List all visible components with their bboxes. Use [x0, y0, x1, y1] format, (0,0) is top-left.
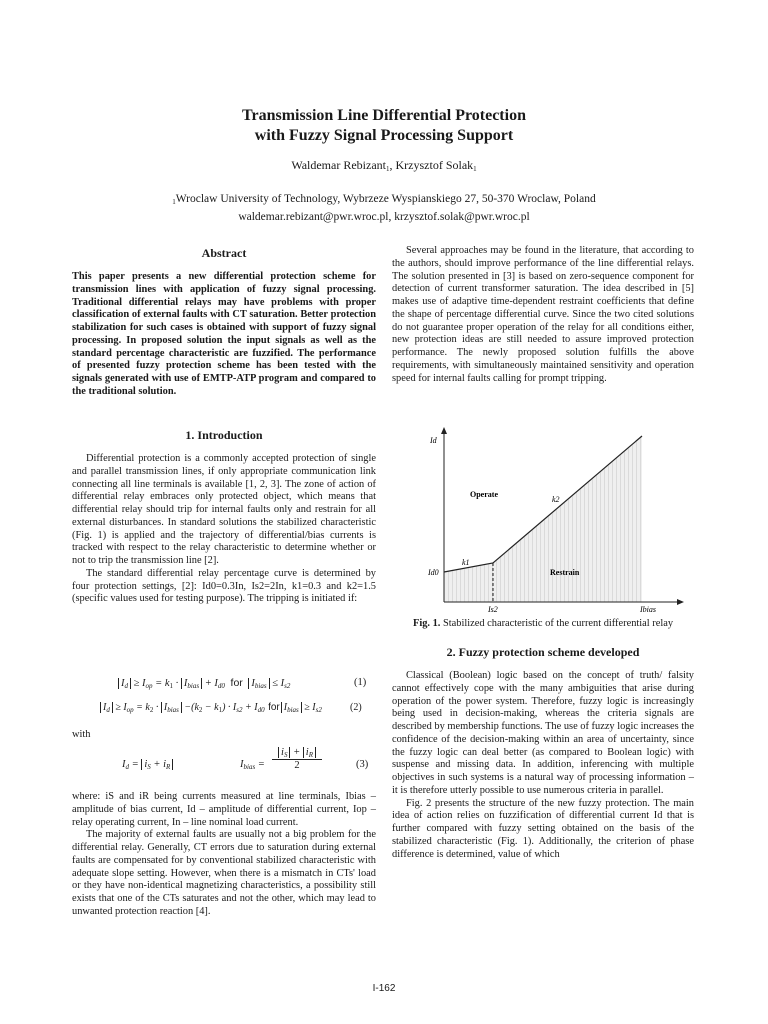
author-1: Waldemar Rebizant	[291, 158, 386, 172]
eq1-for: for	[230, 677, 243, 689]
equation-1-number: (1)	[354, 677, 367, 688]
equation-3: $I_d = i_S + i_R$ $I_{bias}$ = $i_S + i_R$ 2 (3)	[122, 747, 369, 771]
caption-text: Stabilized characteristic of the current differential relay	[443, 618, 674, 629]
y-axis-arrow	[441, 427, 447, 434]
figure-1-diagram	[392, 425, 694, 615]
abstract-heading: Abstract	[201, 246, 247, 260]
eq2-for: for	[268, 702, 280, 713]
label-id0: Id0	[428, 568, 439, 577]
label-k1: k1	[462, 558, 470, 567]
section-2-text	[392, 670, 694, 861]
right-paragraph-1: Several approaches may be found in the literature, that according to the authors, should improve performance of the line differential relays. The solution presented in [3] is based on zero-sequence component for detection of current transformer saturation. The idea described in [5] makes use of adaptive time-dependent restraint coefficients that define the shape of percentage differential curve. Since the two cited solutions do not guarantee proper operation of the relay for all conditions either, new protection ideas are still needed to assure improved protection performance. The newly proposed solution fulfills the above requirements, with simultaneously maintained sensitivity and operation speed for internal faults calling for prompt tripping.	[392, 245, 694, 384]
x-axis-arrow	[677, 599, 684, 605]
abstract-paragraph: This paper presents a new differential protection scheme for transmission lines with application of fuzzy signal processing. Traditional differential relays may have problems with proper classification of external faults with CT saturation. Better protection stabilization for such cases is obtained with support of fuzzy signal processing. In proposed solution the input signals as well as the standard percentage characteristic are fuzzified. The performance of presented fuzzy protection scheme has been tested with the signals generated with use of EMTP-ATP program and compared to the traditional solution.	[72, 271, 376, 397]
section-2-paragraph-1: Classical (Boolean) logic based on the concept of truth/ falsity cannot effectively cope with the many ambiguities that arise during operation of the power system. Therefore, fuzzy logic is increasingly being used in decision-making, whereas the criteria signals are described by membership functions. The use of fuzzy logic increases the confidence of the decision-making within an area of uncertainty, since the fuzzy logic can deal better (as compared to Boolean logic) with suspense and missing data. In addition, inferencing with multiple objectives in such systems is a natural way of processing information – it is therefore utterly possible to use numerous criteria in parallel.	[392, 670, 694, 796]
with-text: with	[72, 729, 91, 740]
author-2: Krzysztof Solak	[395, 158, 474, 172]
intro-paragraph-1: Differential protection is a commonly accepted protection of single and parallel transmission lines, if only appropriate communication link connecting all line terminals is available [1, 2, 3]. The zone of action of differential relay embraces only protected object, which means that differential relay should trip for internal faults only and restrain for all external disturbances. In standard solutions the stabilized characteristic (Fig. 1) is applied and the trajectory of differential/bias currents is tracked with respect to the relay characteristic to determine whether or not to trip the transmission line [2].	[72, 453, 376, 566]
affil-sup: 1	[172, 198, 176, 206]
label-k2: k2	[552, 495, 560, 504]
author-1-sup: 1	[386, 165, 390, 173]
affiliation-block	[0, 192, 768, 225]
equation-2: $I_d \ge I_{op} = k_2 \cdot I_{bias} -(k_2 - k_1) \cdot I_{s2} + I_{d0}$ for $I_{bias} \ge I_{s2}$ (2)	[100, 702, 376, 714]
author-list: Waldemar Rebizant$^1$, Krzysztof Solak$^1$	[291, 158, 477, 173]
title-line-1: Transmission Line Differential Protection	[242, 107, 526, 124]
label-is2: Is2	[488, 605, 498, 614]
paper-title	[0, 106, 768, 146]
section-1-heading: 1. Introduction	[185, 428, 263, 442]
intro-paragraph-2: The standard differential relay percentage curve is determined by four protection settings, [2]: Id0=0.3In, Is2=2In, k1=0.3 and k2=1.5 (specific values used for testing purpose). The tripping is initiated if:	[72, 567, 376, 605]
email-list: waldemar.rebizant@pwr.wroc.pl, krzysztof.solak@pwr.wroc.pl	[238, 211, 530, 223]
right-intro-text	[392, 245, 694, 385]
intro-paragraph-3: The majority of external faults are usually not a big problem for the differential relay. Generally, CT errors due to saturation during external faults are compensated for by conventional stabilized characteristic with adequate slope setting. However, when there is a mismatch in CTs' load or they have non-identical magnetizing characteristics, a possibility still exists that one of the CTs saturates and not the other, which may lead to unwanted protection reaction [4].	[72, 829, 376, 917]
label-operate: Operate	[470, 490, 498, 499]
abstract-text	[72, 271, 376, 399]
intro-text-continued	[72, 791, 376, 919]
label-ibias: Ibias	[640, 605, 656, 614]
where-paragraph: where: iS and iR being currents measured at line terminals, Ibias – amplitude of bias current, Id – amplitude of differential current, Iop – relay operating current, In – line nominal load current.	[72, 791, 376, 828]
caption-label: Fig. 1.	[412, 618, 441, 629]
intro-text	[72, 453, 376, 606]
equation-3-number: (3)	[356, 759, 369, 770]
author-2-sup: 1	[473, 165, 477, 173]
figure-1-caption	[392, 618, 694, 629]
affiliation: Wroclaw University of Technology, Wybrzeze Wyspianskiego 27, 50-370 Wroclaw, Poland	[175, 193, 596, 205]
label-id: Id	[430, 436, 437, 445]
label-restrain: Restrain	[550, 568, 580, 577]
equation-2-number: (2)	[350, 702, 362, 713]
section-2-heading: 2. Fuzzy protection scheme developed	[446, 645, 640, 659]
equation-1: $I_d \ge I_{op} = k_1 \cdot I_{bias} + I_{d0}$ for $I_{bias} \le I_{s2}$ (1)	[118, 677, 378, 690]
title-line-2: with Fuzzy Signal Processing Support	[254, 127, 514, 144]
page-number: I-162	[372, 983, 396, 994]
section-2-paragraph-2: Fig. 2 presents the structure of the new fuzzy protection. The main idea of action relies on fuzzification of differential current Id that is further compared with fuzzy setting obtained on the basis of the stabilized characteristic (Fig. 1). Additionally, the criterion of phase difference is determined, value of which	[392, 797, 694, 860]
